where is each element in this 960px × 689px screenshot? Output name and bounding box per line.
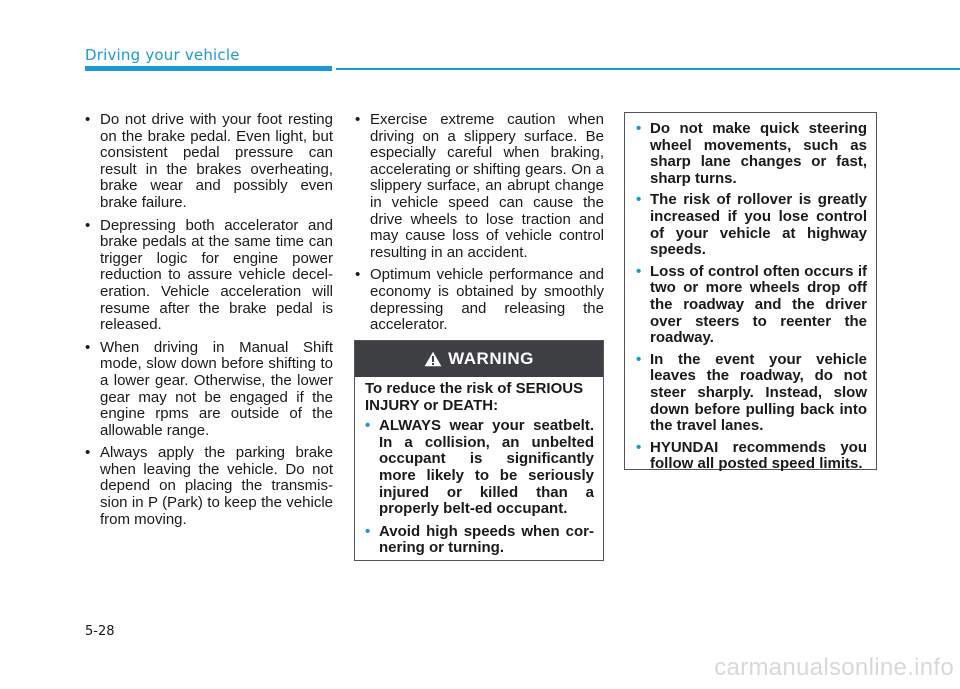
bullet-item: • Optimum vehicle performance and economy is obtained by smoothly depressing and releasing the accelerator. (355, 267, 604, 333)
warning-item: • Loss of control often occurs if two or more wheels drop off the roadway and the driver over steers to reenter the roadway. (636, 264, 867, 347)
warning-body (355, 377, 603, 557)
bullet-item: • Do not drive with your foot resting on the brake pedal. Even light, but consistent pedal pressure can result in the brakes overheating, brake wear and possibly even brake failure. (85, 112, 333, 212)
page-number: 5-28 (85, 624, 115, 639)
right-box-list (636, 121, 867, 473)
header-rule-thick (85, 66, 332, 71)
watermark: carmanualsonline.info (714, 654, 954, 681)
left-column-bullets (85, 112, 333, 534)
right-warning-continuation-box (624, 112, 877, 473)
warning-label: WARNING (448, 349, 534, 368)
warning-list (365, 418, 594, 557)
bullet-item: • Exercise extreme caution when driving on a slippery surface. Be especially careful when braking, accelerating or shifting gears. On a slippery surface, an abrupt change in vehicle speed can cause the drive wheels to lose traction and may cause loss of vehicle control resulting in an accident. (355, 112, 604, 261)
bullet-item: • Depressing both accelerator and brake pedals at the same time can trigger logic for engine power reduction to assure vehicle decel-eration. Vehicle acceleration will resume after the brake pedal is released. (85, 218, 333, 334)
warning-triangle-icon (424, 351, 442, 367)
bullet-item: • Always apply the parking brake when leaving the vehicle. Do not depend on placing the transmis-sion in P (Park) to keep the vehicle from moving. (85, 445, 333, 528)
warning-item: • The risk of rollover is greatly increased if you lose control of your vehicle at highway speeds. (636, 192, 867, 258)
middle-column-bullets (355, 112, 604, 340)
warning-item: • In the event your vehicle leaves the roadway, do not steer sharply. Instead, slow down before pulling back into the travel lanes. (636, 352, 867, 435)
warning-intro: To reduce the risk of SERIOUS INJURY or DEATH: (365, 380, 584, 414)
section-title: Driving your vehicle (85, 46, 240, 64)
header-rule-thin (336, 68, 960, 70)
bullet-item: • When driving in Manual Shift mode, slow down before shifting to a lower gear. Otherwise, the lower gear may not be engaged if the engine rpms are outside of the allowable range. (85, 340, 333, 440)
warning-item: • HYUNDAI recommends you follow all posted speed limits. (636, 440, 867, 473)
warning-item: • Do not make quick steering wheel movements, such as sharp lane changes or fast, sharp turns. (636, 121, 867, 187)
warning-item: • Avoid high speeds when cor-nering or turning. (365, 524, 594, 557)
warning-header (355, 341, 603, 377)
warning-item: • ALWAYS wear your seatbelt. In a collision, an unbelted occupant is significantly more likely to be seriously injured or killed than a properly belt-ed occupant. (365, 418, 594, 518)
warning-box (354, 340, 604, 561)
